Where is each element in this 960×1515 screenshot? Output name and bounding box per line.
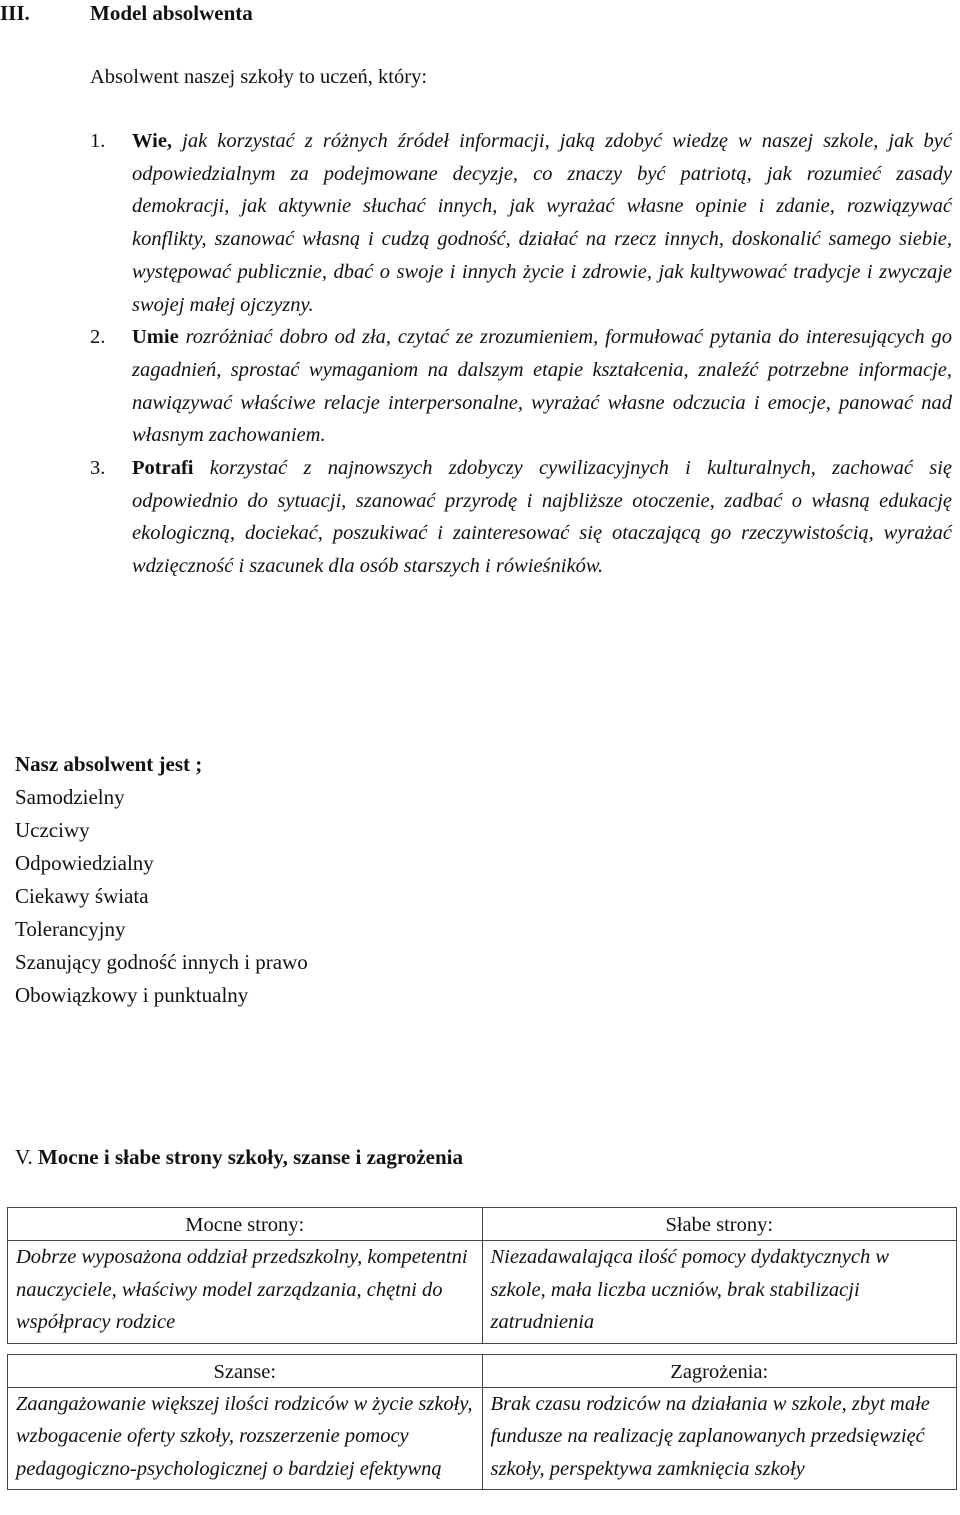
section-title: Model absolwenta — [90, 1, 253, 25]
weaknesses-cell: Niezadawalająca ilość pomocy dydaktycznych w szkole, mała liczba uczniów, brak stabilizacji zatrudnienia — [482, 1241, 957, 1344]
item-lead: Potrafi — [132, 457, 194, 480]
list-item — [90, 125, 952, 321]
opportunities-cell: Zaangażowanie większej ilości rodziców w życie szkoły, wzbogacenie oferty szkoły, rozszerzenie pomocy pedagogiczno-psychologicznej o bardziej efektywną — [8, 1387, 483, 1490]
trait-item: Szanujący godność innych i prawo — [15, 950, 308, 974]
item-number: 1. — [90, 130, 106, 152]
table-spacer — [8, 1343, 957, 1354]
intro-text: Absolwent naszej szkoły to uczeń, który: — [90, 66, 428, 88]
swot-table — [7, 1207, 957, 1490]
section-heading-swot — [15, 1142, 463, 1172]
item-text: rozróżniać dobro od zła, czytać ze zrozumieniem, formułować pytania do interesujących go zagadnień, sprostać wymaganiom na dalszym etapie kształcenia, znaleźć potrzebne informacje, nawiązywać właściwe relacje interpersonalne, wyrażać własne odczucia i emocje, panować nad własnym zachowaniem. — [132, 326, 952, 447]
strengths-cell: Dobrze wyposażona oddział przedszkolny, kompetentni nauczyciele, właściwy model zarządzania, chętni do współpracy rodzice — [8, 1241, 483, 1344]
list-item — [90, 452, 952, 583]
trait-item: Odpowiedzialny — [15, 851, 154, 875]
trait-item: Tolerancyjny — [15, 917, 126, 941]
item-number: 3. — [90, 457, 106, 480]
item-lead: Umie — [132, 326, 179, 349]
absolwent-traits — [15, 748, 308, 1012]
list-item — [90, 321, 952, 452]
item-text: korzystać z najnowszych zdobyczy cywilizacyjnych i kulturalnych, zachować się odpowiednio do sytuacji, szanować przyrodę i najbliższe otoczenie, zadbać o własną edukację ekologiczną, dociekać, poszukiwać i zainteresować się otaczającą go rzeczywistością, wyrażać wdzięczność i szacunek dla osób starszych i rówieśników. — [132, 457, 952, 578]
section-title: Mocne i słabe strony szkoły, szanse i zagrożenia — [37, 1145, 464, 1169]
item-text: jak korzystać z różnych źródeł informacji, jaką zdobyć wiedzę w naszej szkole, jak być odpowiedzialnym za podejmowane decyzje, co znaczy być patriotą, jak rozumieć zasady demokracji, jak aktywnie słuchać innych, jak wyrażać własne opinie i zdanie, rozwiązywać konflikty, szanować własną i cudzą godność, działać na rzecz innych, doskonalić samego siebie, występować publicznie, dbać o swoje i innych życie i zdrowie, jak kultywować tradycje i zwyczaje swojej małej ojczyzny. — [132, 130, 953, 316]
trait-item: Uczciwy — [15, 818, 90, 842]
opportunities-header: Szanse: — [8, 1354, 483, 1387]
threats-header: Zagrożenia: — [482, 1354, 957, 1387]
section-heading-model-absolwenta — [0, 0, 253, 26]
threats-cell: Brak czasu rodziców na działania w szkole, zbyt małe fundusze na realizację zaplanowanych przedsięwzięć szkoły, perspektywa zamknięcia szkoły — [482, 1387, 957, 1490]
trait-item: Obowiązkowy i punktualny — [15, 983, 249, 1007]
strengths-header: Mocne strony: — [8, 1208, 483, 1241]
section-number: III. — [0, 1, 30, 25]
weaknesses-header: Słabe strony: — [482, 1208, 957, 1241]
trait-item: Samodzielny — [15, 785, 125, 809]
trait-item: Ciekawy świata — [15, 884, 149, 908]
item-lead: Wie, — [132, 130, 173, 152]
model-absolwenta-list — [90, 125, 952, 583]
traits-title: Nasz absolwent jest ; — [15, 752, 203, 776]
section-number: V. — [15, 1145, 33, 1169]
item-number: 2. — [90, 326, 106, 349]
